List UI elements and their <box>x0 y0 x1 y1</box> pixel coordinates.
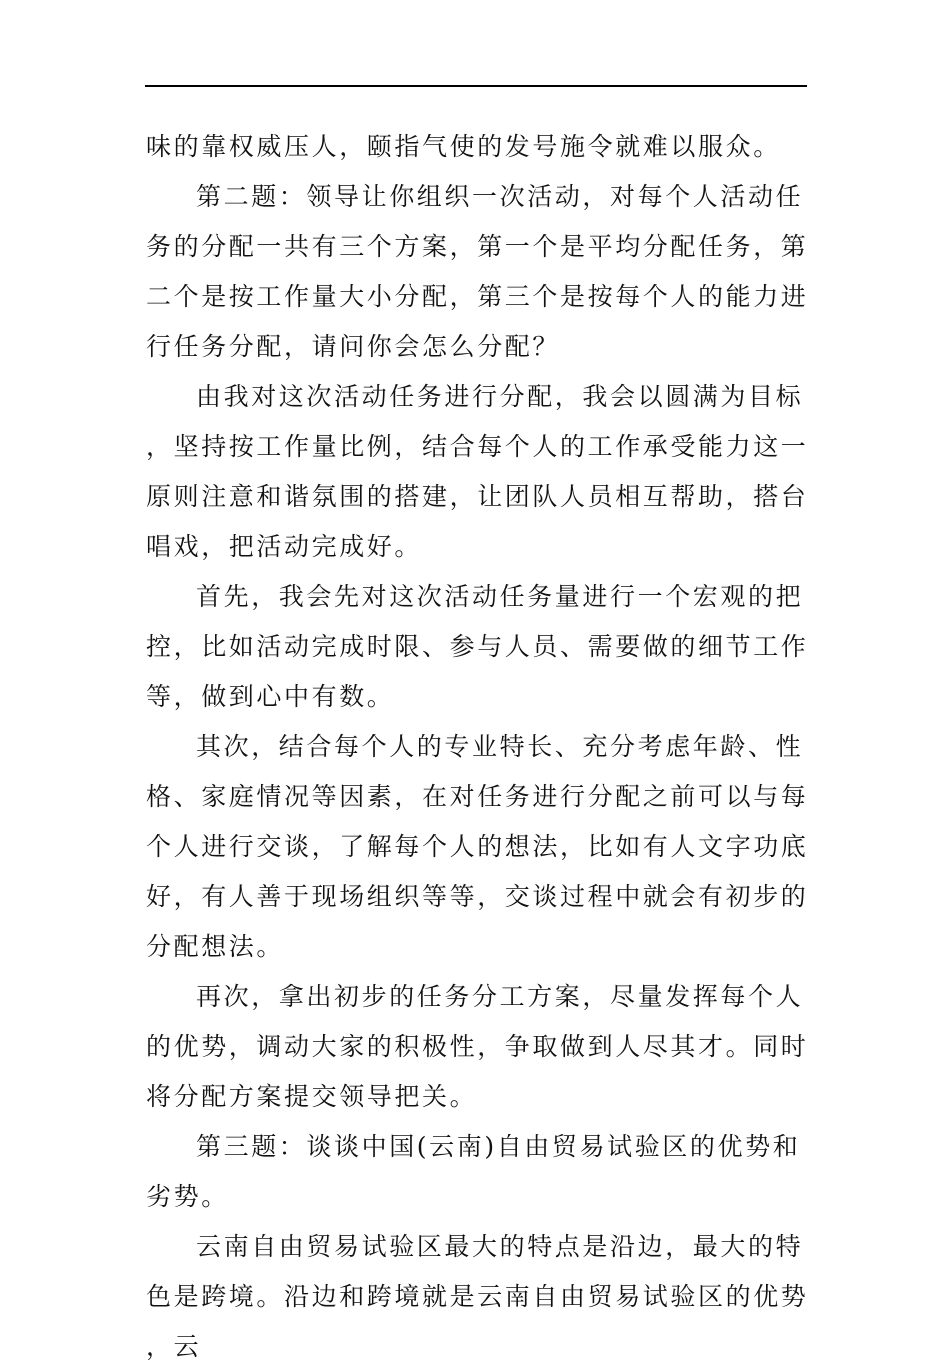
document-body <box>146 122 816 1372</box>
paragraph-4: 首先，我会先对这次活动任务量进行一个宏观的把控，比如活动完成时限、参与人员、需要做的细节工作等，做到心中有数。 <box>146 582 809 711</box>
paragraph-7: 第三题：谈谈中国(云南)自由贸易试验区的优势和劣势。 <box>146 1132 801 1211</box>
paragraph-1: 味的靠权威压人，颐指气使的发号施令就难以服众。 <box>146 132 781 161</box>
paragraph-6: 再次，拿出初步的任务分工方案，尽量发挥每个人的优势，调动大家的积极性，争取做到人尽其才。同时将分配方案提交领导把关。 <box>146 982 809 1111</box>
header-rule <box>145 85 807 87</box>
paragraph-2: 第二题：领导让你组织一次活动，对每个人活动任务的分配一共有三个方案，第一个是平均分配任务，第二个是按工作量大小分配，第三个是按每个人的能力进行任务分配，请问你会怎么分配？ <box>146 182 809 361</box>
paragraph-8: 云南自由贸易试验区最大的特点是沿边，最大的特色是跨境。沿边和跨境就是云南自由贸易试验区的优势，云 <box>146 1232 809 1361</box>
paragraph-3: 由我对这次活动任务进行分配，我会以圆满为目标，坚持按工作量比例，结合每个人的工作承受能力这一原则注意和谐氛围的搭建，让团队人员相互帮助，搭台唱戏，把活动完成好。 <box>146 382 809 561</box>
paragraph-5: 其次，结合每个人的专业特长、充分考虑年龄、性格、家庭情况等因素，在对任务进行分配之前可以与每个人进行交谈，了解每个人的想法，比如有人文字功底好，有人善于现场组织等等，交谈过程中就会有初步的分配想法。 <box>146 732 809 961</box>
